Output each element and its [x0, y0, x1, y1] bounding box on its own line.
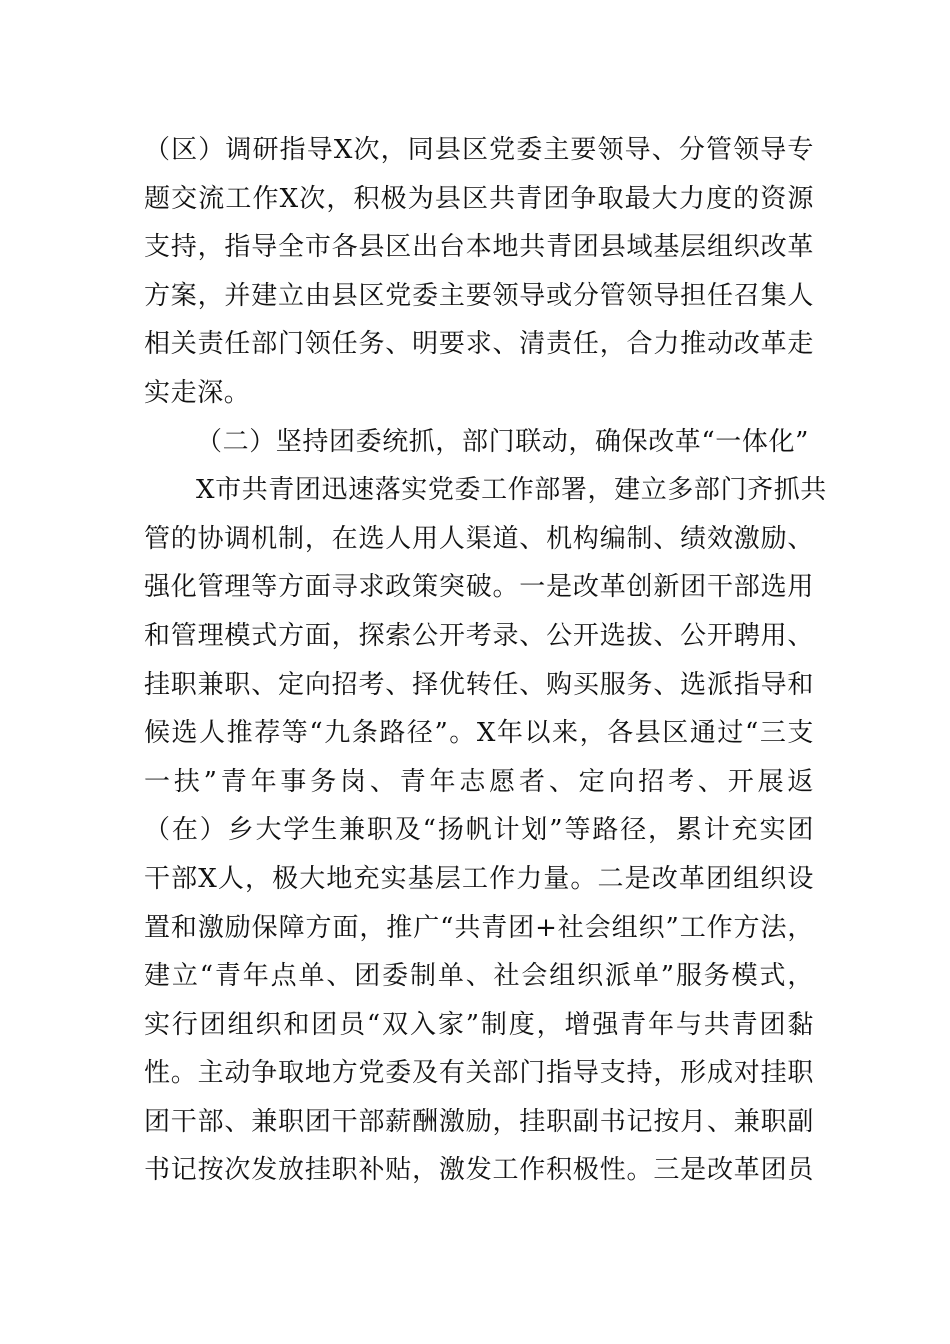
text-line: 性。主动争取地方党委及有关部门指导支持，形成对挂职: [144, 1058, 814, 1089]
text-line: 管的协调机制，在选人用人渠道、机构编制、绩效激励、: [144, 523, 814, 554]
text-line: 相关责任部门领任务、明要求、清责任，合力推动改革走: [144, 329, 814, 360]
text-line: 书记按次发放挂职补贴，激发工作积极性。三是改革团员: [144, 1155, 814, 1186]
text-line: 置和激励保障方面，推广“共青团+社会组织”工作方法，: [144, 912, 814, 943]
text-line: 候选人推荐等“九条路径”。X年以来，各县区通过“三支: [144, 718, 814, 749]
section-heading: （二）坚持团委统抓，部门联动，确保改革“一体化”: [196, 426, 809, 457]
text-line: 实行团组织和团员“双入家”制度，增强青年与共青团黏: [144, 1009, 814, 1040]
text-line: 团干部、兼职团干部薪酬激励，挂职副书记按月、兼职副: [144, 1106, 814, 1137]
text-line: 强化管理等方面寻求政策突破。一是改革创新团干部选用: [144, 572, 814, 603]
text-line: 一扶”青年事务岗、青年志愿者、定向招考、开展返: [144, 766, 814, 797]
text-line: 和管理模式方面，探索公开考录、公开选拔、公开聘用、: [144, 620, 814, 651]
text-line: 实走深。: [144, 377, 251, 408]
text-line: 支持，指导全市各县区出台本地共青团县域基层组织改革: [144, 232, 814, 263]
body-text: [144, 126, 827, 1195]
text-line: 干部X人，极大地充实基层工作力量。二是改革团组织设: [144, 863, 814, 894]
text-line: 题交流工作X次，积极为县区共青团争取最大力度的资源: [144, 183, 814, 214]
text-line: X市共青团迅速落实党委工作部署，建立多部门齐抓共: [196, 475, 827, 506]
text-line: （在）乡大学生兼职及“扬帆计划”等路径，累计充实团: [144, 815, 814, 846]
text-line: （区）调研指导X次，同县区党委主要领导、分管领导专: [144, 135, 814, 165]
text-line: 方案，并建立由县区党委主要领导或分管领导担任召集人: [144, 280, 814, 311]
text-line: 挂职兼职、定向招考、择优转任、购买服务、选派指导和: [144, 669, 814, 700]
text-line: 建立“青年点单、团委制单、社会组织派单”服务模式，: [144, 961, 814, 992]
